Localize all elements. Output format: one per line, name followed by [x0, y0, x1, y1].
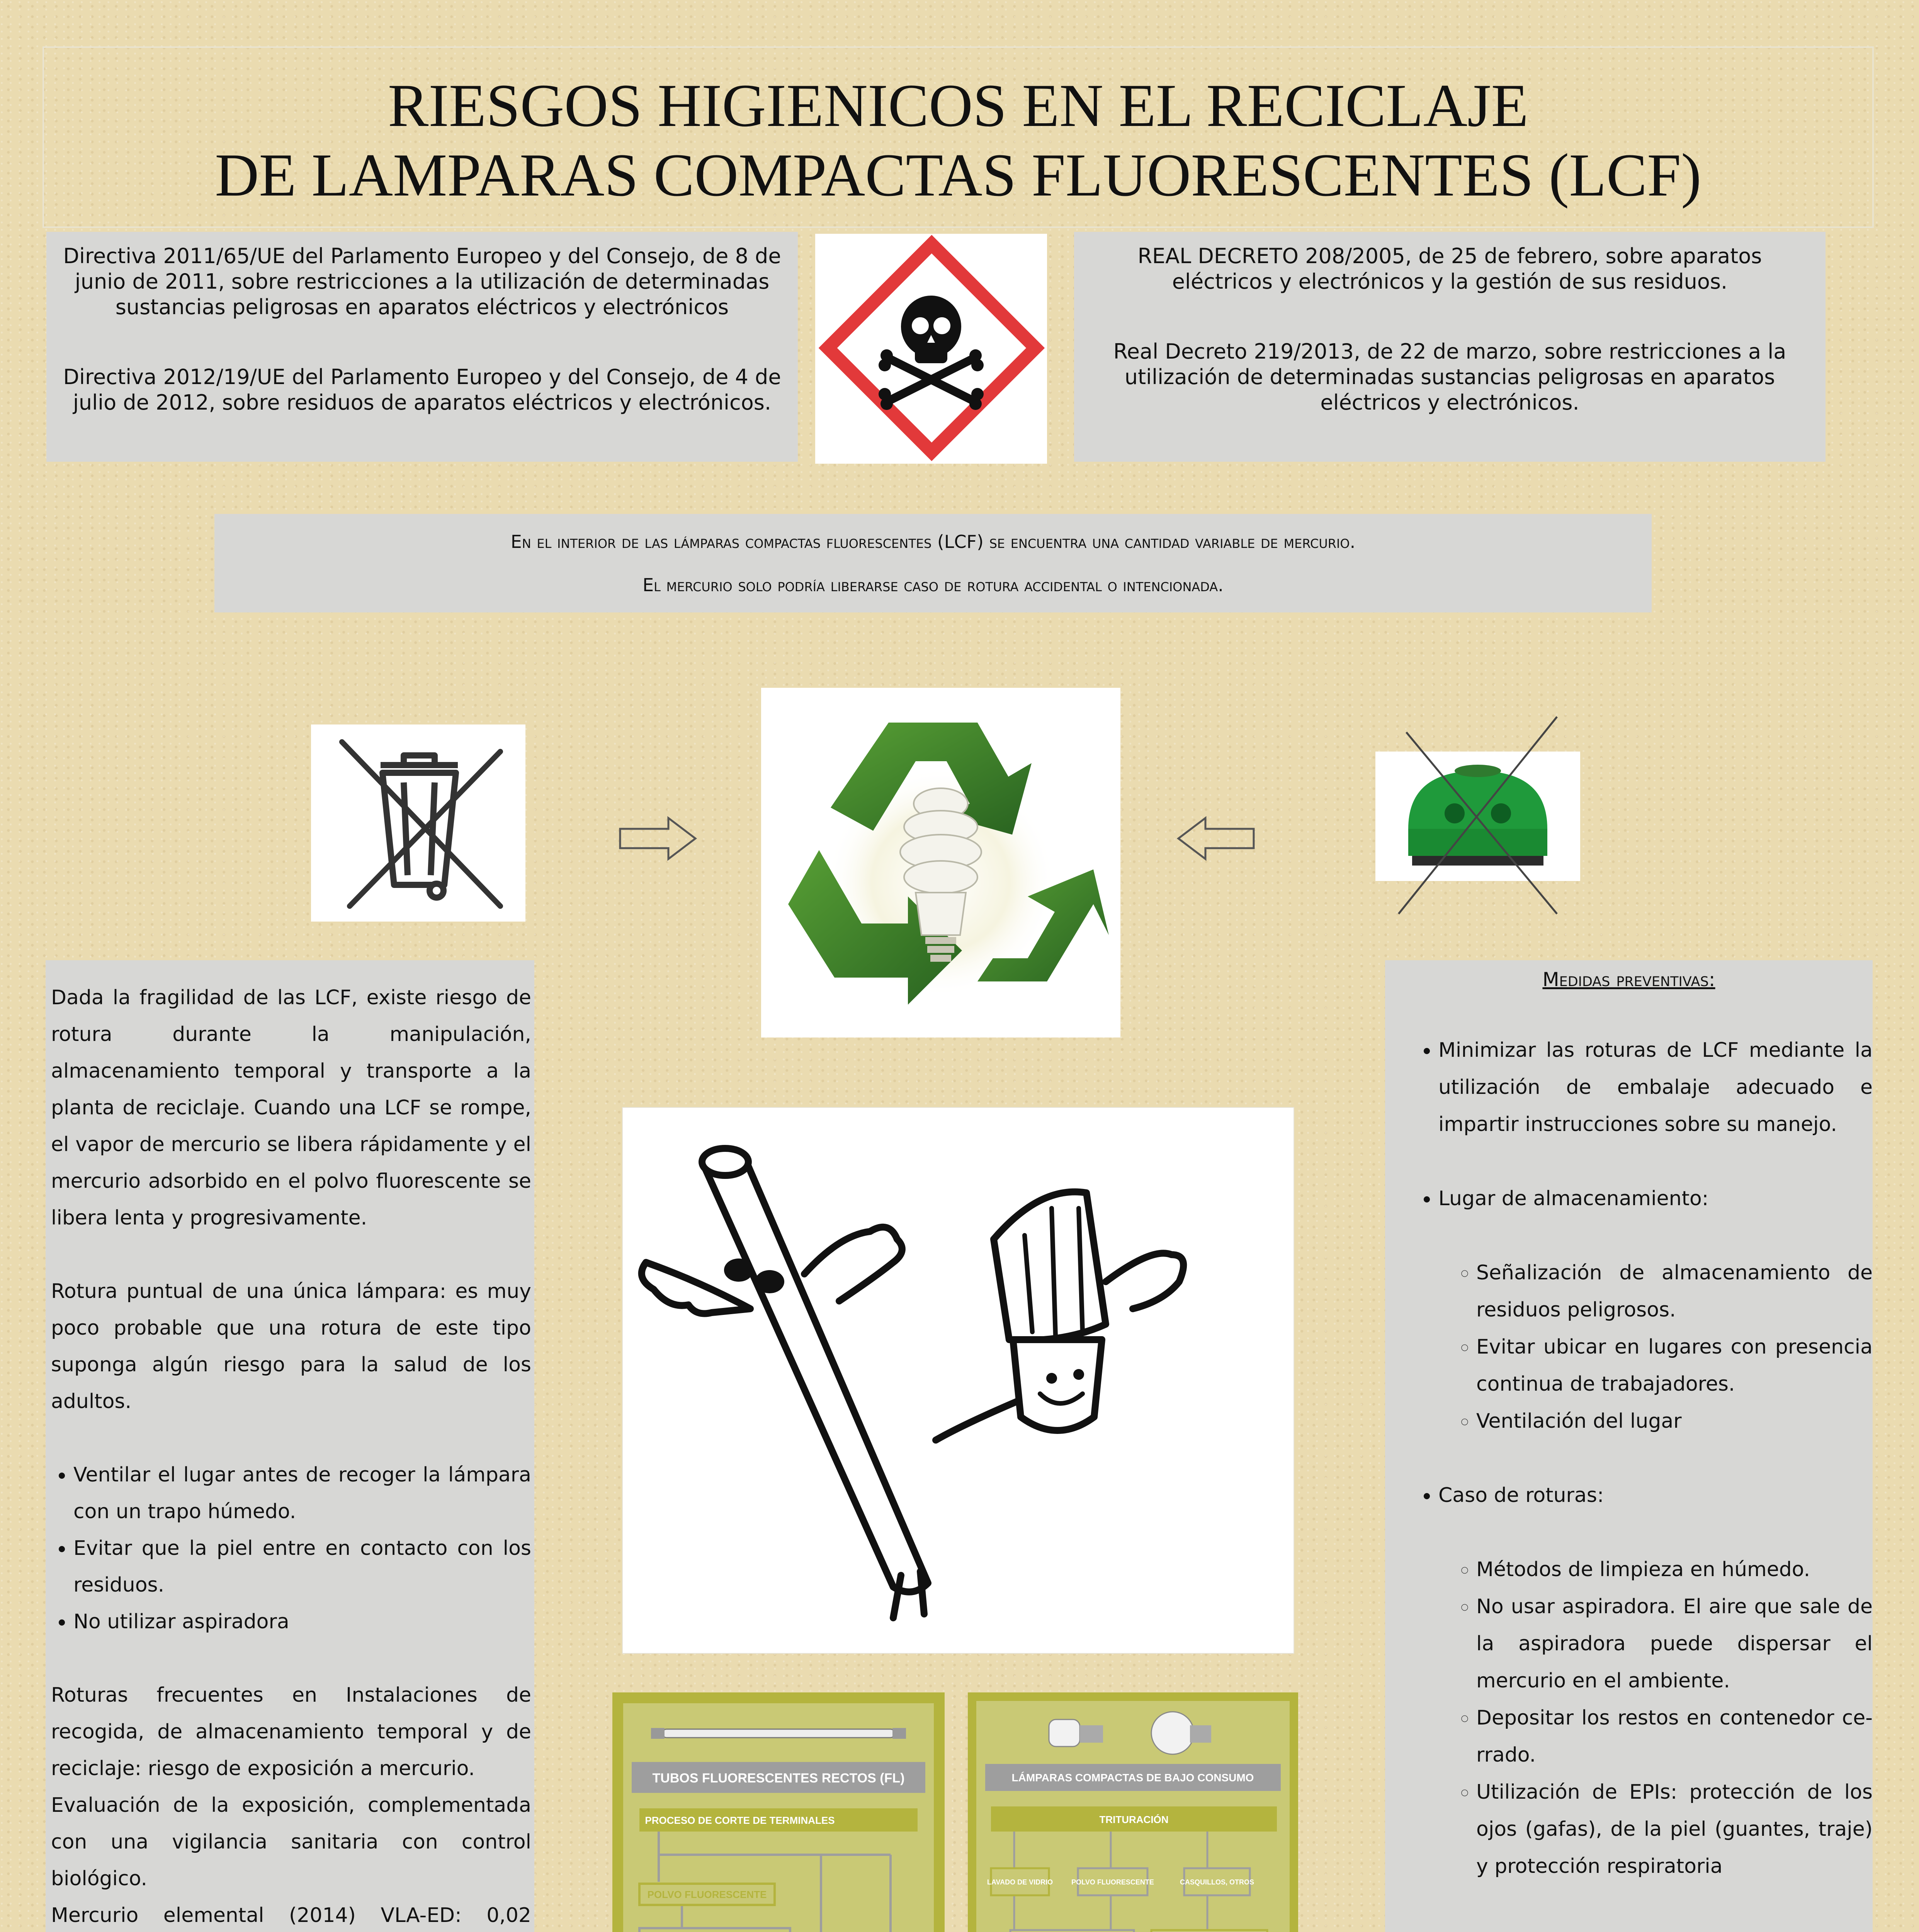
crossed-glass-container-icon [1375, 713, 1580, 918]
measure-text: Lugar de almacenamiento: [1438, 1187, 1709, 1210]
law-directiva-2011: Directiva 2011/65/UE del Parlamento Europeo y del Consejo, de 8 de junio de 2011, sobre restricciones a la utilización de determinadas sustancias peligrosas en aparatos eléctricos y electrónicos [63, 244, 781, 319]
fragility-paragraph: Dada la fragilidad de las LCF, existe riesgo de rotura durante la manipulación, almacenamiento temporal y transporte a la planta de reciclaje. Cuando una LCF se rompe, el vapor de mercurio se libera rápidamente y el mercurio adsorbido en el polvo fluorescente se libera lenta y progresivamente. [51, 986, 531, 1230]
title-line-1: RIESGOS HIGIENICOS EN EL RECICLAJE [388, 72, 1529, 139]
diagram-fluorescent-tubes [612, 1692, 945, 1932]
cartoon-lamps-image [622, 1107, 1294, 1654]
fl-box-1: POLVO FLUORESCENTE [647, 1889, 767, 1900]
crossed-bin-icon [311, 724, 525, 922]
preventive-measures-panel [1385, 960, 1873, 1932]
measure-item-minimize [1438, 1032, 1873, 1180]
preventive-measures-heading: Medidas preventivas: [1542, 968, 1715, 991]
lbc-box-2: POLVO FLUORESCENTE [1071, 1878, 1154, 1886]
diagram-compact-lamps [968, 1692, 1298, 1932]
fl-step-1: PROCESO DE CORTE DE TERMINALES [645, 1815, 835, 1826]
fl-header: TUBOS FLUORESCENTES RECTOS (FL) [652, 1771, 905, 1786]
recycle-bulb-icon [761, 688, 1120, 1037]
mercury-limit-value [51, 1897, 531, 1932]
law-real-decreto-2013: Real Decreto 219/2013, de 22 de marzo, sobre restricciones a la utilización de determinadas sustancias peligrosas en aparatos eléctricos y electrónicos. [1113, 339, 1786, 415]
frequent-breakage-paragraph: Roturas frecuentes en Instalaciones de recogida, de almacenamiento temporal y de reciclaje: riesgo de exposición a mercurio. [51, 1684, 531, 1780]
mercury-limit-text: Mercurio elemental (2014) VLA-ED: 0,02 [51, 1904, 531, 1927]
list-item: • Evitar que la piel entre en contacto con los residuos. [73, 1530, 531, 1604]
notice-line-1: En el interior de las lámparas compactas fluorescentes (LCF) se encuentra una cantidad variable de mercurio. [510, 531, 1356, 552]
lbc-header: LÁMPARAS COMPACTAS DE BAJO CONSUMO [1011, 1772, 1254, 1784]
notice-line-2: El mercurio solo podría liberarse caso de rotura accidental o intencionada. [642, 575, 1224, 595]
list-item: ◦ Utilización de EPIs: protección de los ojos (gafas), de la piel (guantes, traje) y protección respiratoria [1476, 1774, 1873, 1885]
single-breakage-list [51, 1457, 531, 1640]
law-directiva-2012: Directiva 2012/19/UE del Parlamento Europeo y del Consejo, de 4 de julio de 2012, sobre residuos de aparatos eléctricos y electrónicos. [63, 365, 781, 415]
title-line-2: DE LAMPARAS COMPACTAS FLUORESCENTES (LCF) [215, 141, 1701, 209]
lbc-step-1: TRITURACIÓN [1099, 1814, 1169, 1825]
measure-item-storage [1438, 1180, 1873, 1477]
breakage-sub-list [1438, 1551, 1873, 1885]
measure-text: Caso de roturas: [1438, 1484, 1604, 1507]
list-item: ◦ Evitar ubicar en lugares con presencia continua de trabajadores. [1476, 1328, 1873, 1403]
arrow-right-icon [618, 815, 699, 862]
law-real-decreto-2005: REAL DECRETO 208/2005, de 25 de febrero, sobre aparatos eléctricos y electrónicos y la gestión de sus residuos. [1137, 244, 1762, 294]
left-info-panel [46, 960, 534, 1932]
poster-title [42, 46, 1874, 228]
list-item: ◦ Depositar los restos en contenedor ce-rrado. [1476, 1699, 1873, 1774]
storage-sub-list [1438, 1254, 1873, 1440]
list-item: ◦ Ventilación del lugar [1476, 1403, 1873, 1440]
measure-text: Minimizar las roturas de LCF mediante la utilización de embalaje adecuado e impartir instrucciones sobre su manejo. [1438, 1039, 1873, 1136]
arrow-left-icon [1175, 815, 1256, 862]
single-breakage-paragraph: Rotura puntual de una única lámpara: es muy poco probable que una rotura de este tipo suponga algún riesgo para la salud de los adultos. [51, 1280, 531, 1413]
mercury-notice [214, 514, 1652, 612]
laws-right-box [1074, 232, 1826, 462]
list-item: • Ventilar el lugar antes de recoger la lámpara con un trapo húmedo. [73, 1457, 531, 1530]
toxic-hazard-icon [815, 234, 1047, 464]
laws-left-box [46, 232, 798, 462]
list-item: ◦ Métodos de limpieza en húmedo. [1476, 1551, 1873, 1588]
list-item: • No utilizar aspiradora [73, 1604, 531, 1640]
measures-list [1385, 1032, 1873, 1885]
measure-item-breakage [1438, 1477, 1873, 1885]
list-item: ◦ Señalización de almacenamiento de residuos peligrosos. [1476, 1254, 1873, 1328]
list-item: ◦ No usar aspiradora. El aire que sale de la aspiradora puede dispersar el mercurio en el ambiente. [1476, 1588, 1873, 1699]
lbc-box-1: LAVADO DE VIDRIO [987, 1878, 1053, 1886]
exposure-evaluation-paragraph: Evaluación de la exposición, complementada con una vigilancia sanitaria con control biológico. [51, 1794, 531, 1890]
lbc-box-3: CASQUILLOS, OTROS [1180, 1878, 1254, 1886]
